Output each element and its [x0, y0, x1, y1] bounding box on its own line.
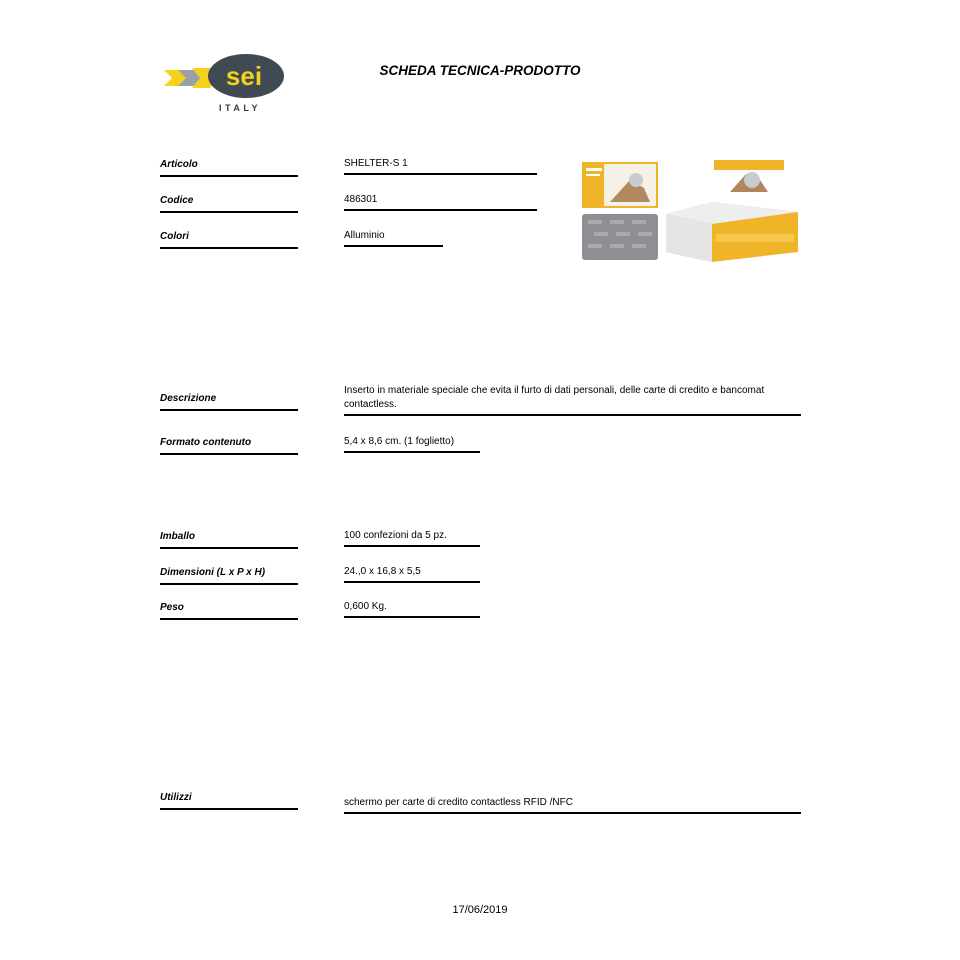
descrizione-label: Descrizione — [160, 393, 298, 411]
package-text-1 — [586, 168, 602, 171]
utilizzi-value: schermo per carte di credito contactless RFID /NFC — [344, 796, 801, 814]
package-text-2 — [586, 174, 600, 176]
imballo-label: Imballo — [160, 531, 298, 549]
logo-text: sei — [225, 61, 263, 91]
product-image — [580, 158, 802, 262]
peso-label: Peso — [160, 602, 298, 620]
colori-label: Colori — [160, 231, 298, 249]
articolo-label: Articolo — [160, 159, 298, 177]
imballo-value: 100 confezioni da 5 pz. — [344, 529, 480, 547]
articolo-value: SHELTER-S 1 — [344, 157, 537, 175]
utilizzi-label: Utilizzi — [160, 792, 298, 810]
peso-value: 0,600 Kg. — [344, 600, 480, 618]
package-icon — [629, 173, 643, 187]
formato-label: Formato contenuto — [160, 437, 298, 455]
dimensioni-label: Dimensioni (L x P x H) — [160, 567, 298, 585]
logo-subtext: ITALY — [218, 103, 261, 113]
formato-value: 5,4 x 8,6 cm. (1 foglietto) — [344, 435, 480, 453]
colori-value: Alluminio — [344, 229, 443, 247]
footer-date: 17/06/2019 — [452, 904, 508, 916]
display-label — [716, 234, 794, 242]
codice-value: 486301 — [344, 193, 537, 211]
dimensioni-value: 24.,0 x 16,8 x 5,5 — [344, 565, 480, 583]
display-shield-icon — [744, 172, 760, 188]
codice-label: Codice — [160, 195, 298, 213]
page-title: SCHEDA TECNICA-PRODOTTO — [379, 63, 581, 78]
descrizione-value: Inserto in materiale speciale che evita il furto di dati personali, delle carte di credito e bancomat contactless. — [344, 384, 801, 416]
